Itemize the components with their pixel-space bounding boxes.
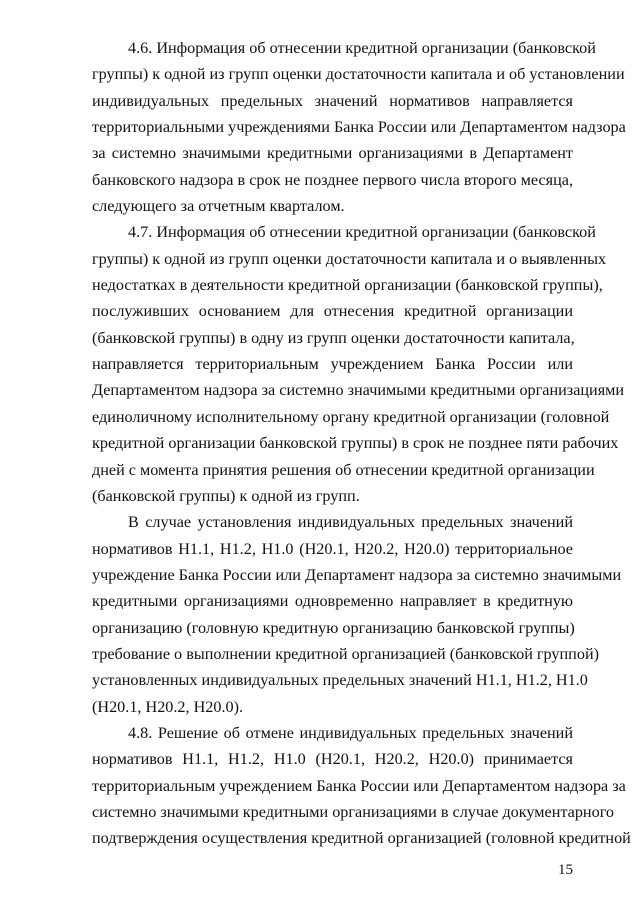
paragraph	[92, 720, 631, 852]
text-line: банковского надзора в срок не позднее первого числа второго месяца,	[92, 170, 573, 189]
text-line: группы) к одной из групп оценки достаточности капитала и об установлении	[92, 65, 625, 84]
text-line: единоличному исполнительному органу кредитной организации (головной	[92, 407, 610, 426]
text-line: Департаментом надзора за системно значимыми кредитными организациями	[92, 381, 625, 400]
text-line: нормативов Н1.1, Н1.2, Н1.0 (Н20.1, Н20.2, Н20.0) принимается	[92, 750, 573, 769]
text-line: дней с момента принятия решения об отнесении кредитной организации	[92, 460, 595, 479]
page-number: 15	[558, 862, 573, 878]
text-line: направляется территориальным учреждением Банка России или	[92, 355, 573, 374]
text-line: нормативов Н1.1, Н1.2, Н1.0 (Н20.1, Н20.2, Н20.0) территориальное	[92, 539, 573, 558]
text-line: 4.7. Информация об отнесении кредитной организации (банковской	[128, 223, 596, 242]
text-line: системно значимыми кредитными организациями в случае документарного	[92, 802, 615, 821]
paragraph	[92, 509, 622, 720]
text-line: (банковской группы) к одной из групп.	[92, 486, 360, 505]
text-line: группы) к одной из групп оценки достаточности капитала и о выявленных	[92, 249, 607, 268]
document-body	[92, 35, 631, 852]
text-line: учреждение Банка России или Департамент надзора за системно значимыми	[92, 565, 622, 584]
text-line: В случае установления индивидуальных предельных значений	[128, 513, 573, 532]
text-line: территориальными учреждениями Банка России или Департаментом надзора	[92, 118, 626, 137]
text-line: индивидуальных предельных значений нормативов направляется	[92, 91, 573, 110]
paragraph	[92, 35, 626, 219]
text-line: недостатках в деятельности кредитной организации (банковской группы),	[92, 276, 603, 295]
text-line: (Н20.1, Н20.2, Н20.0).	[92, 697, 244, 716]
text-line: 4.6. Информация об отнесении кредитной организации (банковской	[128, 39, 596, 57]
text-line: установленных индивидуальных предельных значений Н1.1, Н1.2, Н1.0	[92, 671, 588, 690]
text-line: подтверждения осуществления кредитной организацией (головной кредитной	[92, 829, 631, 848]
text-line: территориальным учреждением Банка России или Департаментом надзора за	[92, 776, 626, 795]
text-line: организацию (головную кредитную организацию банковской группы)	[92, 618, 575, 637]
text-line: требование о выполнении кредитной организацией (банковской группой)	[92, 644, 599, 663]
text-line: послуживших основанием для отнесения кредитной организации	[92, 302, 573, 321]
text-line: за системно значимыми кредитными организациями в Департамент	[92, 144, 573, 163]
text-line: кредитной организации банковской группы) в срок не позднее пяти рабочих	[92, 434, 619, 453]
text-line: (банковской группы) в одну из групп оценки достаточности капитала,	[92, 328, 575, 347]
text-line: следующего за отчетным кварталом.	[92, 197, 345, 216]
paragraph	[92, 219, 625, 509]
text-line: 4.8. Решение об отмене индивидуальных предельных значений	[128, 723, 573, 742]
text-line: кредитными организациями одновременно направляет в кредитную	[92, 592, 573, 611]
